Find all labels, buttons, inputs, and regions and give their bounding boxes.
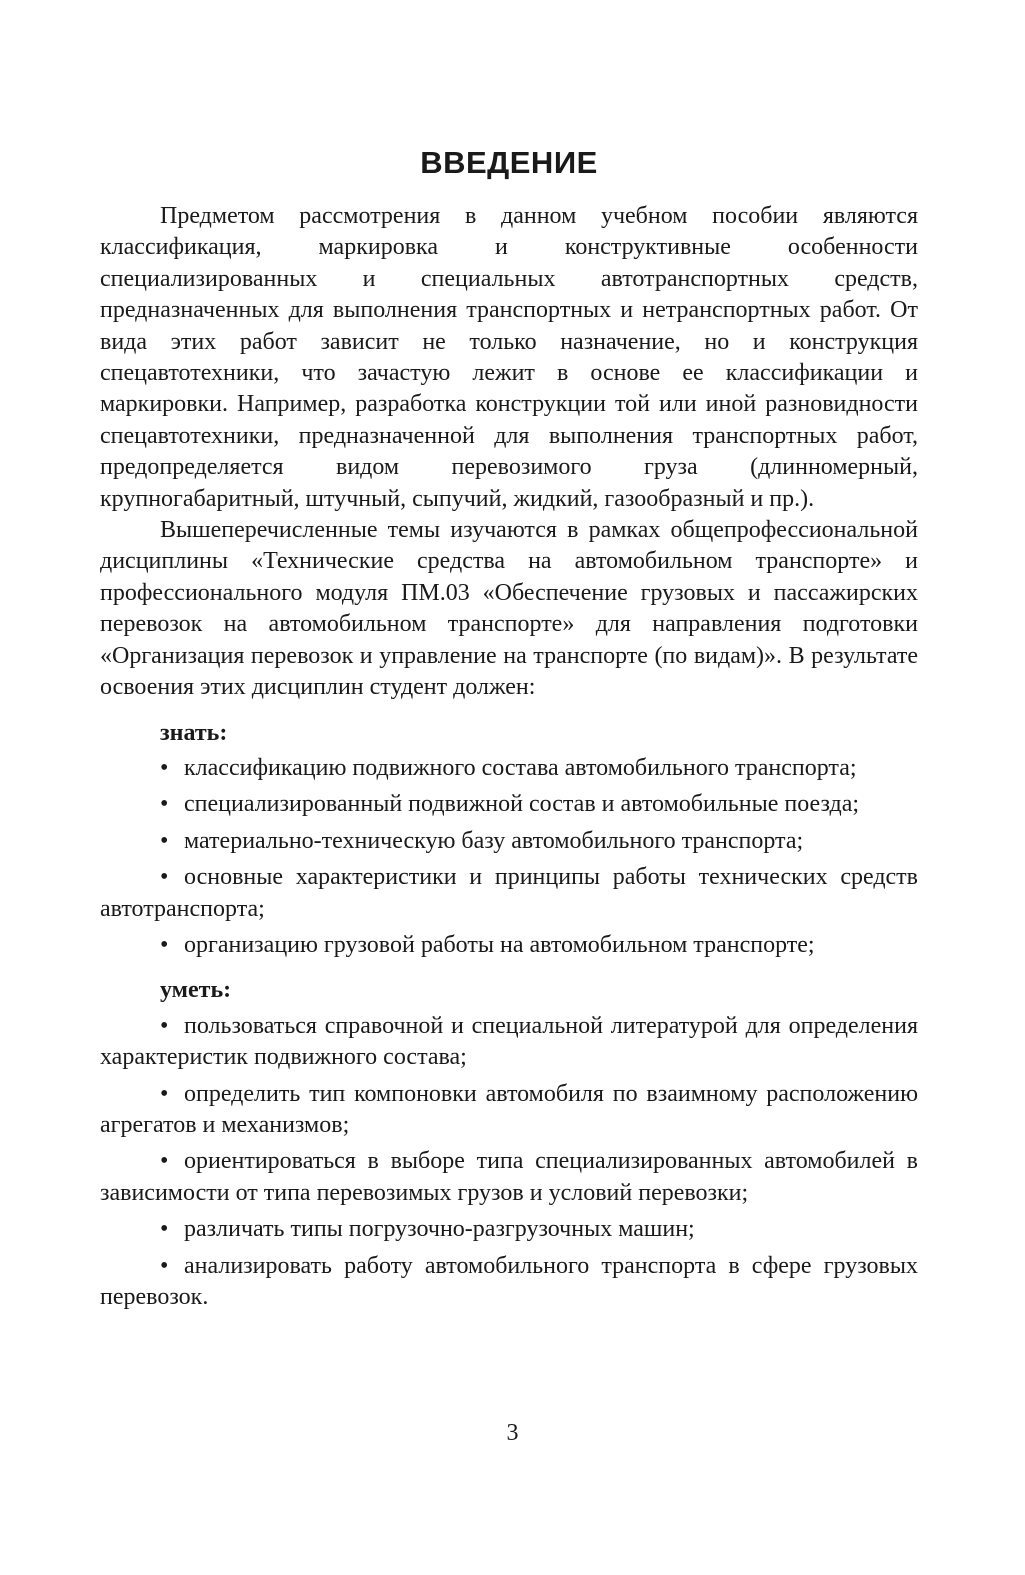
list-item-text: классификацию подвижного состава автомобильного транспорта; bbox=[184, 754, 857, 781]
page-title: ВВЕДЕНИЕ bbox=[420, 145, 598, 180]
know-heading: знать: bbox=[160, 719, 228, 746]
bullet-icon: • bbox=[160, 791, 169, 818]
intro-paragraph: Предметом рассмотрения в данном учебном пособии являются классификация, маркировка и конструктивные особенности специализированных и специальных автотранспортных средств, предназначенных для выполнения транспортных и нетранспортных работ. От вида этих работ зависит не только назначение, но и конструкция спецавтотехники, что зачастую лежит в основе ее классификации и маркировки. Например, разработка конструкции той или иной разновидности спецавтотехники, предназначенной для выполнения транспортных работ, предопределяется видом перевозимого груза (длинномерный, крупногабаритный, штучный, сыпучий, жидкий, газообразный и пр.). bbox=[100, 203, 918, 512]
courses-paragraph: Вышеперечисленные темы изучаются в рамках общепрофессиональной дисциплины «Технические средства на автомобильном транспорте» и профессионального модуля ПМ.03 «Обеспечение грузовых и пассажирских перевозок на автомобильном транспорте» для направления подготовки «Организация перевозок и управление на транспорте (по видам)». В результате освоения этих дисциплин студент должен: bbox=[100, 517, 918, 701]
body-text bbox=[100, 201, 918, 1313]
page-number: 3 bbox=[506, 1420, 519, 1446]
bullet-icon: • bbox=[160, 827, 169, 854]
list-item-text: материально-техническую базу автомобильного транспорта; bbox=[184, 827, 804, 854]
bullet-icon: • bbox=[160, 1148, 169, 1175]
bullet-icon: • bbox=[160, 1252, 169, 1279]
bullet-icon: • bbox=[160, 864, 169, 891]
list-item bbox=[100, 1011, 918, 1074]
bullet-icon: • bbox=[160, 754, 169, 781]
able-list bbox=[100, 1011, 918, 1314]
list-item-text: различать типы погрузочно-разгрузочных машин; bbox=[184, 1216, 695, 1243]
document-page bbox=[100, 0, 918, 1318]
list-item bbox=[100, 826, 918, 857]
list-item-text: ориентироваться в выборе типа специализированных автомобилей в зависимости от типа перевозимых грузов и условий перевозки; bbox=[100, 1148, 918, 1206]
list-item bbox=[100, 1251, 918, 1314]
list-item bbox=[100, 930, 918, 961]
list-item-text: основные характеристики и принципы работы технических средств автотранспорта; bbox=[100, 864, 918, 922]
list-item-text: специализированный подвижной состав и автомобильные поезда; bbox=[184, 791, 860, 818]
list-item-text: организацию грузовой работы на автомобильном транспорте; bbox=[184, 931, 815, 958]
list-item bbox=[100, 1079, 918, 1142]
list-item-text: анализировать работу автомобильного транспорта в сфере грузовых перевозок. bbox=[100, 1252, 918, 1310]
know-list bbox=[100, 753, 918, 961]
bullet-icon: • bbox=[160, 1012, 169, 1039]
list-item bbox=[100, 1146, 918, 1209]
list-item bbox=[100, 862, 918, 925]
list-item bbox=[100, 1214, 918, 1245]
list-item bbox=[100, 753, 918, 784]
list-item bbox=[100, 789, 918, 820]
list-item-text: пользоваться справочной и специальной литературой для определения характеристик подвижного состава; bbox=[100, 1012, 918, 1071]
list-item-text: определить тип компоновки автомобиля по взаимному расположению агрегатов и механизмов; bbox=[100, 1080, 918, 1138]
able-heading: уметь: bbox=[160, 977, 232, 1004]
bullet-icon: • bbox=[160, 931, 169, 958]
bullet-icon: • bbox=[160, 1080, 169, 1107]
bullet-icon: • bbox=[160, 1216, 169, 1243]
